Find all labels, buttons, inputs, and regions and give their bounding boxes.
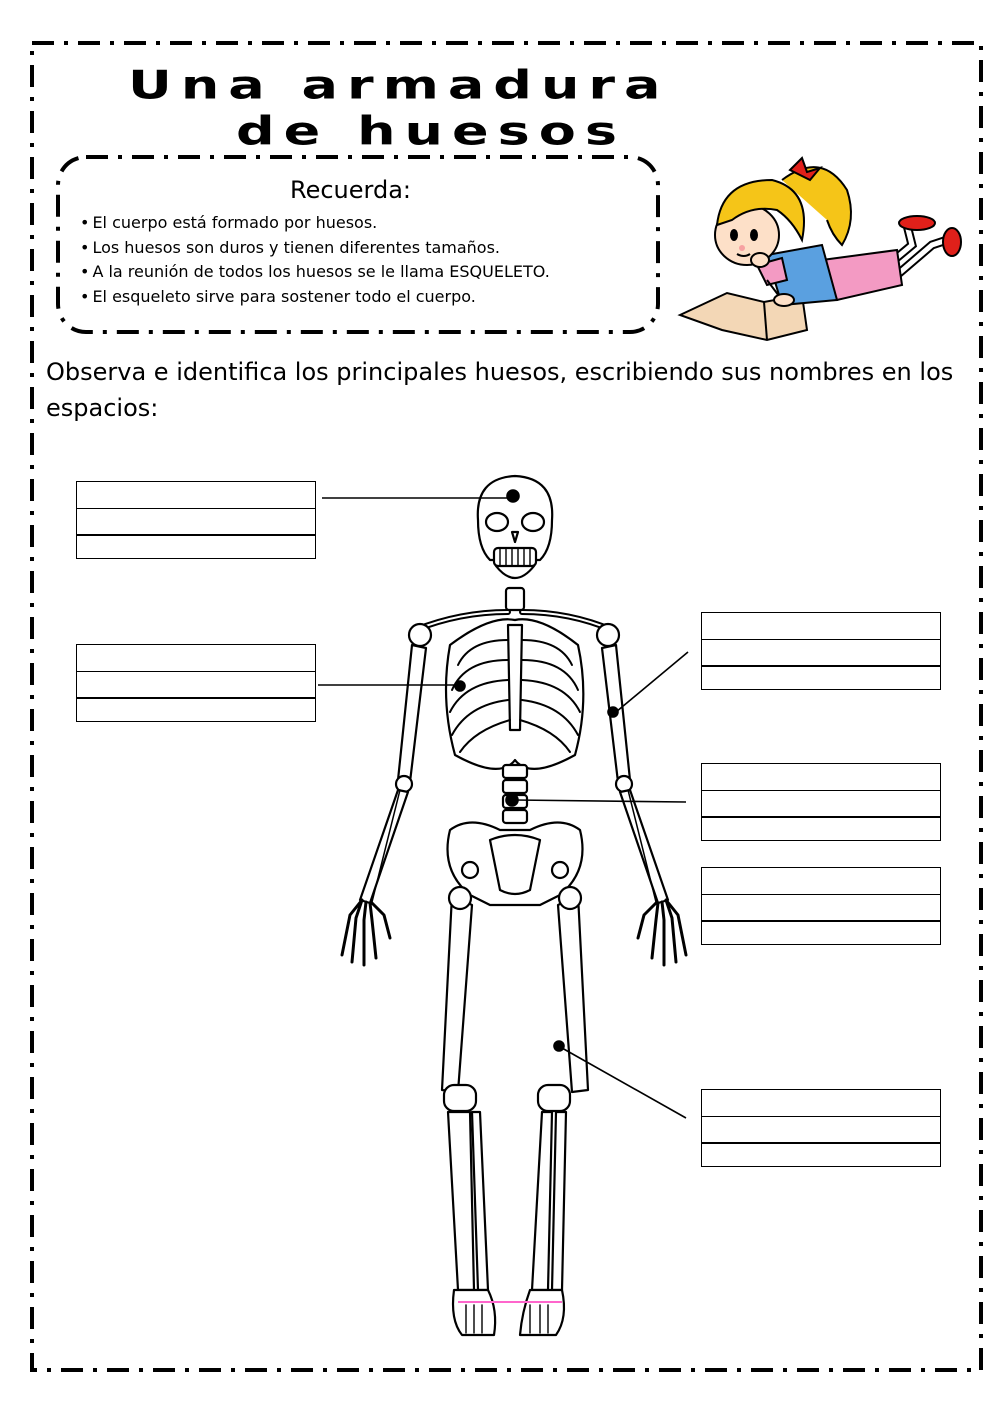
page-title-line-1: Una armadura: [128, 62, 670, 108]
answer-line: [702, 1116, 940, 1117]
answer-box-spine[interactable]: [701, 763, 941, 841]
recuerda-item: • Los huesos son duros y tienen diferentes tamaños.: [80, 236, 550, 261]
answer-line: [77, 508, 315, 509]
instruction-text: Observa e identifica los principales huesos, escribiendo sus nombres en los espacios:: [46, 358, 954, 422]
recuerda-heading: Recuerda:: [290, 176, 412, 204]
answer-box-humerus[interactable]: [701, 612, 941, 690]
recuerda-item: • El esqueleto sirve para sostener todo el cuerpo.: [80, 285, 550, 310]
answer-line: [77, 671, 315, 672]
answer-line: [702, 816, 940, 818]
answer-line: [702, 894, 940, 895]
answer-line: [702, 1142, 940, 1144]
answer-line: [702, 920, 940, 922]
answer-line: [702, 790, 940, 791]
answer-line: [702, 665, 940, 667]
answer-line: [77, 534, 315, 536]
answer-box-skull[interactable]: [76, 481, 316, 559]
recuerda-item: • El cuerpo está formado por huesos.: [80, 211, 550, 236]
page-title-line-2: de huesos: [236, 108, 626, 154]
answer-line: [77, 697, 315, 699]
answer-box-femur[interactable]: [701, 1089, 941, 1167]
answer-box-pelvis[interactable]: [701, 867, 941, 945]
answer-box-ribs[interactable]: [76, 644, 316, 722]
recuerda-item: • A la reunión de todos los huesos se le llama ESQUELETO.: [80, 260, 550, 285]
answer-line: [702, 639, 940, 640]
